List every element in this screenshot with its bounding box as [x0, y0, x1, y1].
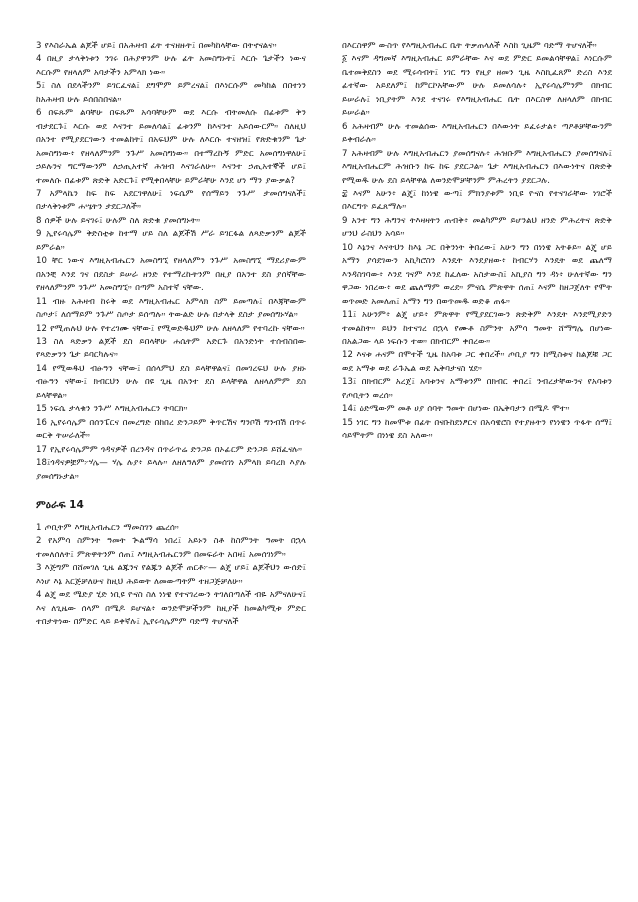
chapter-heading: ምዕራፍ 14	[36, 498, 84, 511]
verse-paragraph: 7 አምላኬን ከፍ ከፍ አደርገዋለሁ፤ ነፍሴም የሰማይን ንጉሥ ታመሰግናለች፤ በታላቅነቱም ሐሤትን ታደርጋለች።	[36, 188, 306, 213]
verse-paragraph: ፩ እናም ዳግመኛ እግዚአብሔር ይምራቸው እና ወደ ምድር ይመልሳቸዋል፤ እነርሱም ቤተመቅደስን ወደ ሚሩሳብት፤ ነገር ግን የዚያ ዘመን ጊዜ እስኪፈጸም ድረስ እንደ ፊተኛው አይደለም፤ ከምርኮአቸውም ሁሉ ይመለሳሉ፥ ኢየሩሳሌምንም በክብር ይሠራሉ፤ ነቢያትም እንደ ተናገሩ የእግዚአብሔር ቤት በእርስዋ ለዘላለም በክብር ይሠራል።	[342, 54, 612, 119]
verse-paragraph: 18፤ጎዳናዎቿም፦ሃሌ— ሃሌ ሉያ፥ ይላሉ። ለዘለዓለም ያመሰገነ አምላክ ይባረክ እያሉ ያመሰግኑታል።	[36, 458, 306, 482]
verse-paragraph: በእርስዋም ውስጥ የእግዚአብሔር ቤት ትቃጠላለች እስከ ጊዜም ባድማ ትሆናለች።	[342, 41, 597, 51]
verse-paragraph: 12 እናቱ ሐናም በሞተች ጊዜ ከአባቱ ጋር ቀበረች። ጦቢያ ግን ከሚስቱና ከልጆቹ ጋር ወደ አማቱ ወደ ራጉኤል ወደ ኤቅባታናስ ሄደ።	[342, 350, 612, 374]
verse-paragraph: 3 የእስራኤል ልጆች ሆይ፤ በአሕዛብ ፊት ተናዘዙት፤ በመካከላቸው በትኖናልና።	[36, 41, 277, 51]
verse-paragraph: 11፤ አሁንም፥ ልጄ ሆይ፥ ምጽዋት የሚያደርገውን ጽድቅም እንዴት እንደሚያድን ተመልከት። ይህን ከተናገረ በኋላ የሙቶ ስምንት አምሳ ዓመት ሸማግሌ በሆነው በአልጋው ላይ ነፍሱን ተወ። በክብርም ቀበረው።	[342, 310, 612, 347]
verse-paragraph: 13፤ በክብርም አረጀ፤ አባቱንና አማቱንም በክብር ቀበረ፤ ንብረታቸውንና የአባቱን የጦቢትን ወረሰ።	[342, 377, 612, 401]
verse-paragraph: 6 በፍጹም ልባቸሁ በፍጹም አሳባቸሁም ወደ እርሱ ብትመለሱ በፊቱም ቅን ብታደርጉ፤ እርሱ ወደ እናንተ ይመለሳል፤ ፊቱንም ከእናንተ አይሰውርም። ስለዚህ በአንተ የሚያደርገውን ተመልከት፤ በአፍህም ሁሉ ለእርሱ ተናዘዝ፤ የጽድቁንም ጌታ አመስግነው፥ የዘላለምንም ንጉሥ አመስግነው። በተማረኩኝ ምድር አመሰግነዋለሁ፤ ኃይሉንና ግርማውንም ለኃጢአተኛ ሕዝብ እናገራለሁ። እናንተ ኃጢአተኞች ሆይ፤ ተመለሱ በፊቱም ጽድቅ አድርጉ፤ የሚቀበላቸሁ ይምራቸሁ እንደ ሆነ ማን ያውቃል?	[36, 108, 306, 186]
verse-paragraph: 11 ብዙ አሕዛብ ከሩቅ ወደ እግዚአብሔር አምላክ ስም ይመጣሉ፤ በእጃቸውም ስጦታ፣ ለሰማይም ንጉሥ ስጦታ ይሰጣሉ። ትውልድ ሁሉ በታላቅ ደስታ ያመሰግኑሃል።	[36, 296, 306, 321]
verse-paragraph: 7 አሕዛብም ሁሉ እግዚአብሔርን ያመሰግናሉ፥ ሕዝቡም እግዚአብሔርን ያመሰግናሉ፤ እግዚአብሔርም ሕዝቡን ከፍ ከፍ ያደርጋል። ጌታ እግዚአብሔርን በእውነትና በጽድቅ የሚወዱ ሁሉ ደስ ይላቸዋል ለወንድሞቻቸንም ምሕረትን ያደርጋሉ.	[342, 148, 612, 186]
left-column	[36, 40, 306, 630]
verse-paragraph: 4 በዚያ ታላቅነቱን ንገሩ በሕያዋንም ሁሉ ፊት አመስግኑት፤ እርሱ ጌታችን ነውና እርሱም የዘላለም አባታችን አምላክ ነው።	[36, 54, 306, 78]
verse-paragraph: 5፤ ስለ በደላችንም ይገርፈናል፤ ደግሞም ይምረናል፤ በእነርሱም መካከል በበተነን ከአሕዛብ ሁሉ ይሰበስበናል።	[36, 81, 306, 105]
verse-paragraph: 14 የሚወዱህ ብፁዓን ናቸው፤ በሰላምህ ደስ ይላቸዋልና፤ በመገረፍህ ሁሉ ያዘኑ ብፁዓን ናቸው፤ ክብርህን ሁሉ በዩ ጊዜ በአንተ ደስ ይላቸዋል ለዘላለምም ደስ ይላቸዋል።	[36, 363, 306, 401]
verse-paragraph: 2 የአምሳ ስምንት ዓመት ጒልማሳ ነበረ፤ አይኑን ስቶ ከስምንት ዓመት በኋላ ተመለሰለት፤ ምጽዋትንም ሰጠ፤ እግዚአብሔርንም በመፍራት አበዛ፤ አመሰገነም።	[36, 536, 306, 560]
verse-paragraph: 10 ቸር ነውና እግዚአብሔርን አመስግኚ የዘላለምን ንጉሥ አመስግኚ ማደሪያውም በአንቺ እንደ ገና በደስታ ይሠራ ዘንድ የተማረኩትንም በዚያ በአንተ ደስ ያሰኛቸው የዘላለምንም ንጉሥ አመስግኚ። በጣም አስተኛ ናቸው.	[36, 256, 306, 294]
verse-paragraph: 8 ሰዎች ሁሉ ይናገሩ፤ ሁሉም ስለ ጽድቁ ያመሰግኑት።	[36, 215, 201, 226]
verse-paragraph: 9 ኢየሩሳሌም ቅድስቲቱ ከተማ ሆይ ስለ ልጆችሽ ሥራ ይገርፋል ለጻድቃንም ልጆች ይምራል።	[36, 229, 306, 253]
verse-paragraph: 10 እኔንና እናትህን ከእኔ ጋር በቅንነት ቅበረው፤ አሁን ግን በነነዌ አትቆይ። ልጄ ሆይ አማን ያሳደገውን አኪካሮስን እንዴት እንደያዘው፥ ከብርሃን እንዴት ወደ ጨለማ እንዳስገባው፥ እንደ ገናም እንደ ከፈለው አስታውስ፤ አኪያስ ግን ዳነ፥ ሁለተኛው ግን ዋጋው ነበረው፥ ወደ ጨለማም ወረደ። ምናሴ ምጽዋት ሰጠ፤ እናም ከዘጋጀለት የሞት ወጥመድ አመለጠ፤ አማን ግን በወጥመዱ ወድቆ ጠፋ።	[342, 242, 612, 307]
right-column	[342, 40, 612, 444]
verse-paragraph: 3 እጅግም በሸመገለ ጊዜ ልጁንና የልጁን ልጆች ጠርቶ፦— ልጄ ሆይ፤ ልጆችህን ውሰድ፤ እነሆ እኔ አርጅቻለሁና ከዚህ ሕይወት ለመውጣትም ተዘጋጅቻለሁ።	[36, 563, 306, 587]
verse-paragraph: 16 ኢየሩሳሌም በሰንፔርና በመረግድ በከበረ ድንጋይም ቅጥርሽና ግንቦሽ ግንብሽ በጥሩ ወርቅ ትሠራለች።	[36, 417, 306, 442]
verse-paragraph: 1 ጦቢትም እግዚአብሔርን ማመስገን ጨረሰ።	[36, 522, 179, 533]
verse-paragraph: 13 ስለ ጻድቃን ልጆች ደስ ይበላቸሁ ሐሴትም አድርጉ በአንድነት ተሰብስበው የጻድቃንን ጌታ ይባርካሉና።	[36, 336, 306, 361]
verse-paragraph: 12 የሚጠሉህ ሁሉ የተረገሙ ናቸው፤ የሚወድዱህም ሁሉ ለዘላለም የተባረኩ ናቸው።	[36, 323, 305, 334]
verse-paragraph: 15 ነፍሴ ታላቁን ንጉሥ እግዚአብሔርን ትባርክ።	[36, 404, 188, 415]
verse-paragraph: 17 የኢየሩሳሌምም ጎዳናዎች በረንዳና በጥራጥሬ ድንጋይ በኦፊርም ድንጋይ ይሸፈናሉ።	[36, 444, 303, 455]
verse-paragraph: 14፤ ዕድሜውም መቶ ሀያ ሰባት ዓመት በሆነው በኤቅባታን በሜዶ ሞተ።	[342, 404, 570, 415]
verse-paragraph: 9 አንተ ግን ሕግንና ትእዛዛትን ጠብቅ፥ መልካምም ይሆንልህ ዘንድ ምሕረትና ጽድቅ ሆንህ ራስህን አሳይ።	[342, 215, 612, 240]
verse-paragraph: 6 አሕዛብም ሁሉ ተመልሰው እግዚአብሔርን በእውነት ይፈሩታል፥ ጣዖቶቻቸውንም ይቀብራሉ።	[342, 121, 612, 146]
verse-paragraph: 15 ነገር ግን ከመሞቱ በፊት በናቡከደነፆርና በአሳዌሮስ የተያዙትን የነነዌን ጥፋት ሰማ፤ ሳይሞትም በነነዌ ደስ አለው።	[342, 417, 612, 442]
verse-paragraph: ፰ እናም አሁን፥ ልጄ፤ ከነነዌ ውጣ፤ ምክንያቱም ነቢዩ ዮናስ የተናገራቸው ነገሮች በእርግጥ ይፈጸማሉ።	[342, 188, 612, 213]
verse-paragraph: 4 ልጄ ወደ ሜድያ ሂድ ነቢዩ ዮናስ ስለ ነነዌ የተናገረውን ትገለበጣለች ብዬ አምናለሁና፤ እና ለጊዜው ሰላም በሜዶ ይሆናል፥ ወንድሞቻችንም ከዚያች ከመልካሚቱ ምድር ተበታትነው በምድር ላይ ይቀኛሉ፤ ኢየሩሳሌምም ባድማ ትሆናለች	[36, 590, 306, 628]
